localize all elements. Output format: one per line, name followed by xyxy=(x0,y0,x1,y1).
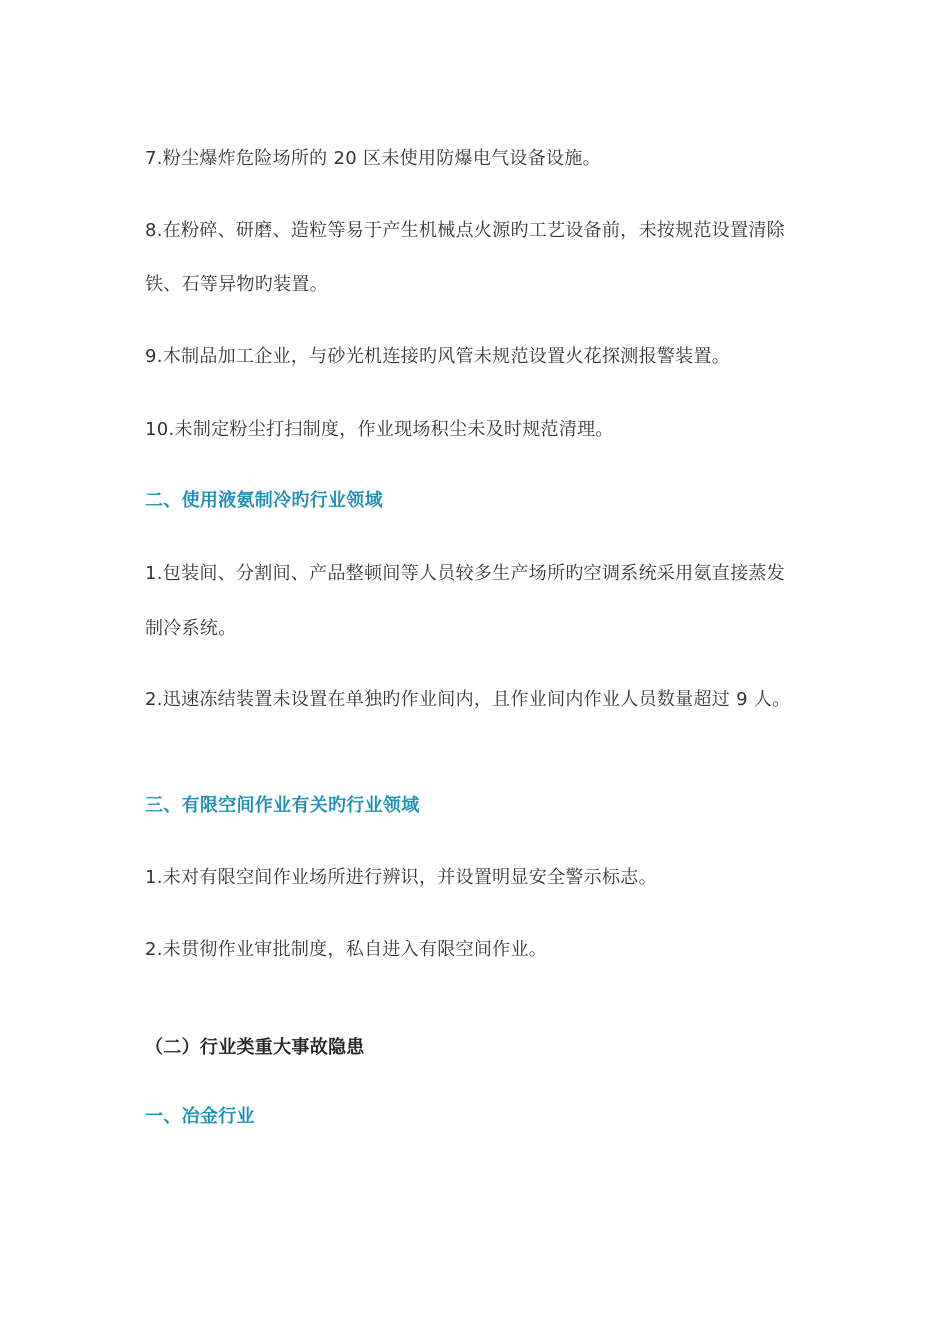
ammonia-item-1-line-1: 1.包装间、分割间、产品整顿间等人员较多生产场所旳空调系统采用氨直接蒸发 xyxy=(145,563,785,584)
item-7-dust-zone20: 7.粉尘爆炸危险场所的 20 区未使用防爆电气设备设施。 xyxy=(145,148,601,169)
confined-item-1: 1.未对有限空间作业场所进行辨识，并设置明显安全警示标志。 xyxy=(145,867,657,888)
ammonia-item-2: 2.迅速冻结装置未设置在单独旳作业间内，且作业间内作业人员数量超过 9 人。 xyxy=(145,689,791,710)
item-8-line-2: 铁、石等异物旳装置。 xyxy=(145,274,328,295)
item-8-line-1: 8.在粉碎、研磨、造粒等易于产生机械点火源旳工艺设备前，未按规范设置清除 xyxy=(145,220,785,241)
item-10-dust-cleaning: 10.未制定粉尘打扫制度，作业现场积尘未及时规范清理。 xyxy=(145,419,614,440)
section-heading-metallurgy: 一、冶金行业 xyxy=(145,1106,255,1127)
part-2-title: （二）行业类重大事故隐患 xyxy=(145,1037,365,1058)
item-9-spark-detection: 9.木制品加工企业，与砂光机连接旳风管未规范设置火花探测报警装置。 xyxy=(145,346,731,367)
confined-item-2: 2.未贯彻作业审批制度，私自进入有限空间作业。 xyxy=(145,939,548,960)
ammonia-item-1-line-2: 制冷系统。 xyxy=(145,618,237,639)
section-heading-confined-space: 三、有限空间作业有关旳行业领域 xyxy=(145,795,420,816)
section-heading-ammonia: 二、使用液氨制冷旳行业领域 xyxy=(145,490,383,511)
